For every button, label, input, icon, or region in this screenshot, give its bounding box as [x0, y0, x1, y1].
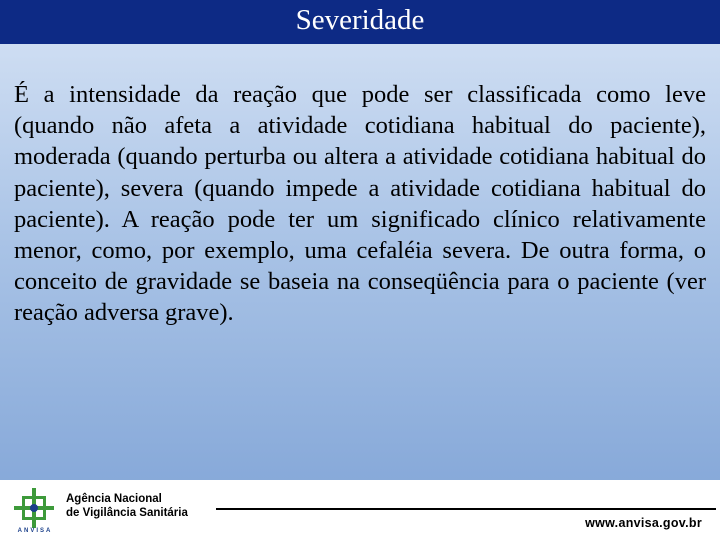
agency-name: [66, 492, 188, 520]
website-link[interactable]: www.anvisa.gov.br: [585, 516, 702, 530]
footer: [0, 480, 720, 540]
title-bar: [0, 0, 720, 44]
agency-name-line-2: de Vigilância Sanitária: [66, 507, 188, 519]
slide-title: Severidade: [295, 3, 425, 36]
agency-name-line-1: Agência Nacional: [66, 493, 162, 505]
footer-divider: [216, 508, 716, 510]
logo-caption: ANVISA: [17, 528, 53, 534]
slide-body-text: É a intensidade da reação que pode ser classificada como leve (quando não afeta a atividade cotidiana habitual do paciente), moderada (quando perturba ou altera a atividade cotidiana habitual do paciente), severa (quando impede a atividade cotidiana habitual do paciente). A reação pode ter um significado clínico relativamente menor, como, por exemplo, uma cefaléia severa. De outra forma, o conceito de gravidade se baseia na conseqüência para o paciente (ver reação adversa grave).: [14, 81, 706, 327]
